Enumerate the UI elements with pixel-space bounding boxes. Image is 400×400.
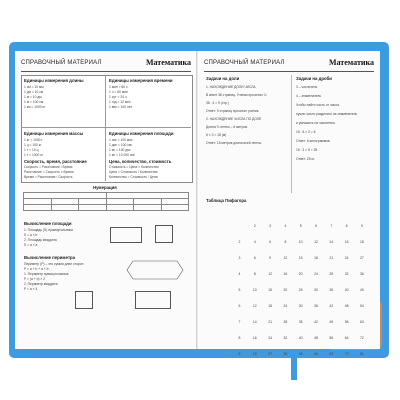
length-units-list: 1 см = 10 мм 1 дм = 10 см 1 м = 10 дм 1 м = 100 см 1 км = 1000 м	[24, 85, 45, 109]
pythagoras-row-label: 3	[238, 256, 241, 260]
square-figure-2	[75, 291, 93, 309]
perimeter-title: Вычисление периметра	[24, 255, 76, 260]
pythagoras-cell: 45	[360, 288, 364, 292]
pythagoras-header-cell: 4	[284, 224, 287, 228]
pythagoras-cell: 10	[252, 288, 257, 292]
divider	[105, 75, 106, 181]
pythagoras-cell: 24	[344, 256, 349, 260]
pythagoras-cell: 24	[268, 336, 272, 340]
pythagoras-cell: 21	[268, 320, 272, 324]
pythagoras-cell: 12	[268, 272, 272, 276]
pythagoras-cell: 6	[269, 240, 272, 244]
pythagoras-cell: 72	[360, 336, 364, 340]
pythagoras-cell: 32	[344, 272, 349, 276]
pythagoras-cell: 6	[253, 256, 256, 260]
pythagoras-cell: 16	[344, 240, 349, 244]
area-units-list: 1 см² = 100 мм² 1 дм² = 100 см² 1 м² = 100 дм² 1 м² = 10 000 см²	[109, 138, 135, 157]
pythagoras-row-label: 8	[238, 336, 241, 340]
pythagoras-cell: 40	[298, 336, 303, 340]
subject-title: Математика	[328, 58, 374, 67]
pythagoras-header-cell: 3	[269, 224, 272, 228]
pythagoras-cell: 56	[329, 336, 334, 340]
square-figure	[155, 225, 173, 243]
pythagoras-cell: 54	[360, 304, 364, 308]
rectangle-figure	[110, 227, 142, 243]
pythagoras-cell: 30	[298, 304, 303, 308]
pythagoras-cell: 36	[360, 272, 364, 276]
speed-formulas: Скорость = Расстояние / Время Расстояние = Скорость × Время Время = Расстояние / Скорость	[24, 165, 74, 179]
pythagoras-cell: 24	[283, 304, 288, 308]
time-units-title: Единицы измерения времени	[109, 78, 173, 83]
rectangle-figure-2	[135, 291, 171, 309]
pythagoras-header-cell: 8	[345, 224, 348, 228]
pythagoras-title: Таблица Пифагора	[206, 198, 247, 203]
pythagoras-row-label: 7	[238, 320, 241, 324]
pythagoras-cell: 27	[268, 352, 272, 356]
pythagoras-cell: 9	[269, 256, 272, 260]
length-units-title: Единицы измерения длины	[24, 78, 84, 83]
left-page-header	[21, 57, 191, 72]
price-formulas: Стоимость = Цена × Количество Цена = Стоимость / Количество Количество = Стоимость / Цена	[109, 165, 159, 179]
pythagoras-cell: 21	[329, 256, 334, 260]
pythagoras-cell: 40	[344, 288, 349, 292]
numbering-title: Нумерация	[93, 185, 117, 190]
pythagoras-cell: 4	[253, 240, 256, 244]
pythagoras-cell: 14	[252, 320, 257, 324]
pythagoras-cell: 27	[360, 256, 364, 260]
pythagoras-cell: 10	[298, 240, 303, 244]
pythagoras-header-cell: 5	[299, 224, 302, 228]
pythagoras-row-label: 9	[238, 352, 241, 356]
price-title: Цена, количество, стоимость	[109, 159, 172, 164]
pythagoras-cell: 35	[298, 320, 303, 324]
pythagoras-cell: 12	[314, 240, 318, 244]
pythagoras-header-cell: 6	[315, 224, 317, 228]
parts-tasks-title: Задачи на доли	[206, 76, 240, 81]
pythagoras-cell: 45	[298, 352, 303, 356]
pythagoras-cell: 32	[283, 336, 288, 340]
pythagoras-cell: 14	[329, 240, 334, 244]
pythagoras-header-cell: 2	[253, 224, 256, 228]
section-label: СПРАВОЧНЫЙ МАТЕРИАЛ	[21, 60, 102, 66]
divider	[21, 127, 191, 128]
pythagoras-cell: 81	[360, 352, 364, 356]
pythagoras-cell: 35	[329, 288, 334, 292]
pythagoras-header-cell: 7	[330, 224, 333, 228]
pythagoras-header-cell: 9	[360, 224, 363, 228]
right-page-header	[204, 57, 374, 72]
area-units-title: Единицы измерения площади	[109, 131, 174, 136]
pythagoras-cell: 48	[344, 304, 349, 308]
pythagoras-cell: 12	[252, 304, 257, 308]
pythagoras-cell: 36	[283, 352, 288, 356]
pythagoras-cell: 15	[298, 256, 303, 260]
pythagoras-cell: 63	[360, 320, 364, 324]
pythagoras-cell: 30	[314, 288, 318, 292]
pythagoras-cell: 25	[298, 288, 303, 292]
pythagoras-cell: 48	[314, 336, 318, 340]
pythagoras-row-label: 5	[238, 288, 241, 292]
pythagoras-row-label: 6	[238, 304, 241, 308]
pythagoras-cell: 36	[314, 304, 318, 308]
pythagoras-cell: 24	[314, 272, 318, 276]
numbering-table	[23, 192, 189, 211]
pythagoras-cell: 54	[314, 352, 318, 356]
fraction-tasks-title: Задачи на дроби	[296, 76, 332, 81]
pythagoras-table	[232, 224, 370, 370]
pythagoras-cell: 15	[268, 288, 272, 292]
pythagoras-cell: 12	[283, 256, 288, 260]
pythagoras-row-label: 2	[238, 240, 241, 244]
pythagoras-row-label: 4	[238, 272, 241, 276]
pythagoras-cell: 8	[253, 272, 256, 276]
parts-tasks-text: 1. НАХОЖДЕНИЕ ДОЛИ ЧИСЛА В книге 36 страниц. Ученик прочитал ¼ 36 : 4 = 9 (стр.) Ответ: 9 страниц прочитал ученик. 2. НАХОЖДЕНИЕ ЧИСЛА ПО ДОЛЕ Длина ⅓ ленты – 6 метров. 6 × 3 = 18 (м) Ответ: 18 метров длина всей ленты.	[206, 85, 267, 145]
pythagoras-cell: 56	[344, 320, 349, 324]
pythagoras-cell: 42	[314, 320, 318, 324]
time-units-list: 1 мин = 60 с 1 ч = 60 мин 1 сут = 24 ч 1 год = 12 мес 1 век = 100 лет	[109, 85, 133, 109]
right-page	[198, 51, 380, 356]
area-calc-formulas: 1. Площадь (S) прямоугольника S = a × b 2. Площадь квадрата S = a × a	[24, 228, 73, 247]
section-label: СПРАВОЧНЫЙ МАТЕРИАЛ	[204, 60, 285, 66]
pythagoras-cell: 28	[283, 320, 288, 324]
subject-title: Математика	[145, 58, 191, 67]
pythagoras-cell: 64	[344, 336, 349, 340]
pythagoras-cell: 42	[329, 304, 334, 308]
pythagoras-cell: 72	[344, 352, 349, 356]
perimeter-formulas: Периметр (P) – это сумма длин сторон P = a + b + a + b 1. Периметр прямоугольника P = (a + b) × 2 2. Периметр квадрата P = a × 4	[24, 262, 84, 291]
pythagoras-cell: 20	[298, 272, 303, 276]
mass-units-list: 1 кг = 1000 г 1 ц = 100 кг 1 т = 10 ц 1 т = 1000 кг	[24, 138, 43, 157]
pythagoras-cell: 18	[252, 352, 257, 356]
speed-title: Скорость, время, расстояние	[24, 159, 87, 164]
pythagoras-cell: 63	[329, 352, 334, 356]
pythagoras-cell: 20	[283, 288, 288, 292]
pythagoras-cell: 28	[329, 272, 334, 276]
left-page	[15, 51, 197, 349]
pythagoras-cell: 49	[329, 320, 334, 324]
column-divider	[291, 75, 292, 193]
pythagoras-cell: 16	[283, 272, 288, 276]
pythagoras-cell: 18	[268, 304, 272, 308]
hexagon-figure	[125, 259, 185, 281]
pythagoras-cell: 18	[360, 240, 364, 244]
pythagoras-cell: 8	[284, 240, 287, 244]
area-calc-title: Вычисление площади	[24, 221, 72, 226]
pythagoras-cell: 16	[252, 336, 257, 340]
fraction-tasks-text: 3 – числитель 4 – знаменатель Чтобы найти часть от числа, нужно число разделить на знаменатель и умножить на числитель. 15 : 5 × 2 = 6 Ответ: 6 килограммов. 15 : 3 × 5 = 25 Ответ: 25 кг.	[296, 85, 358, 161]
mass-units-title: Единицы измерения массы	[24, 131, 84, 136]
pythagoras-cell: 18	[314, 256, 318, 260]
